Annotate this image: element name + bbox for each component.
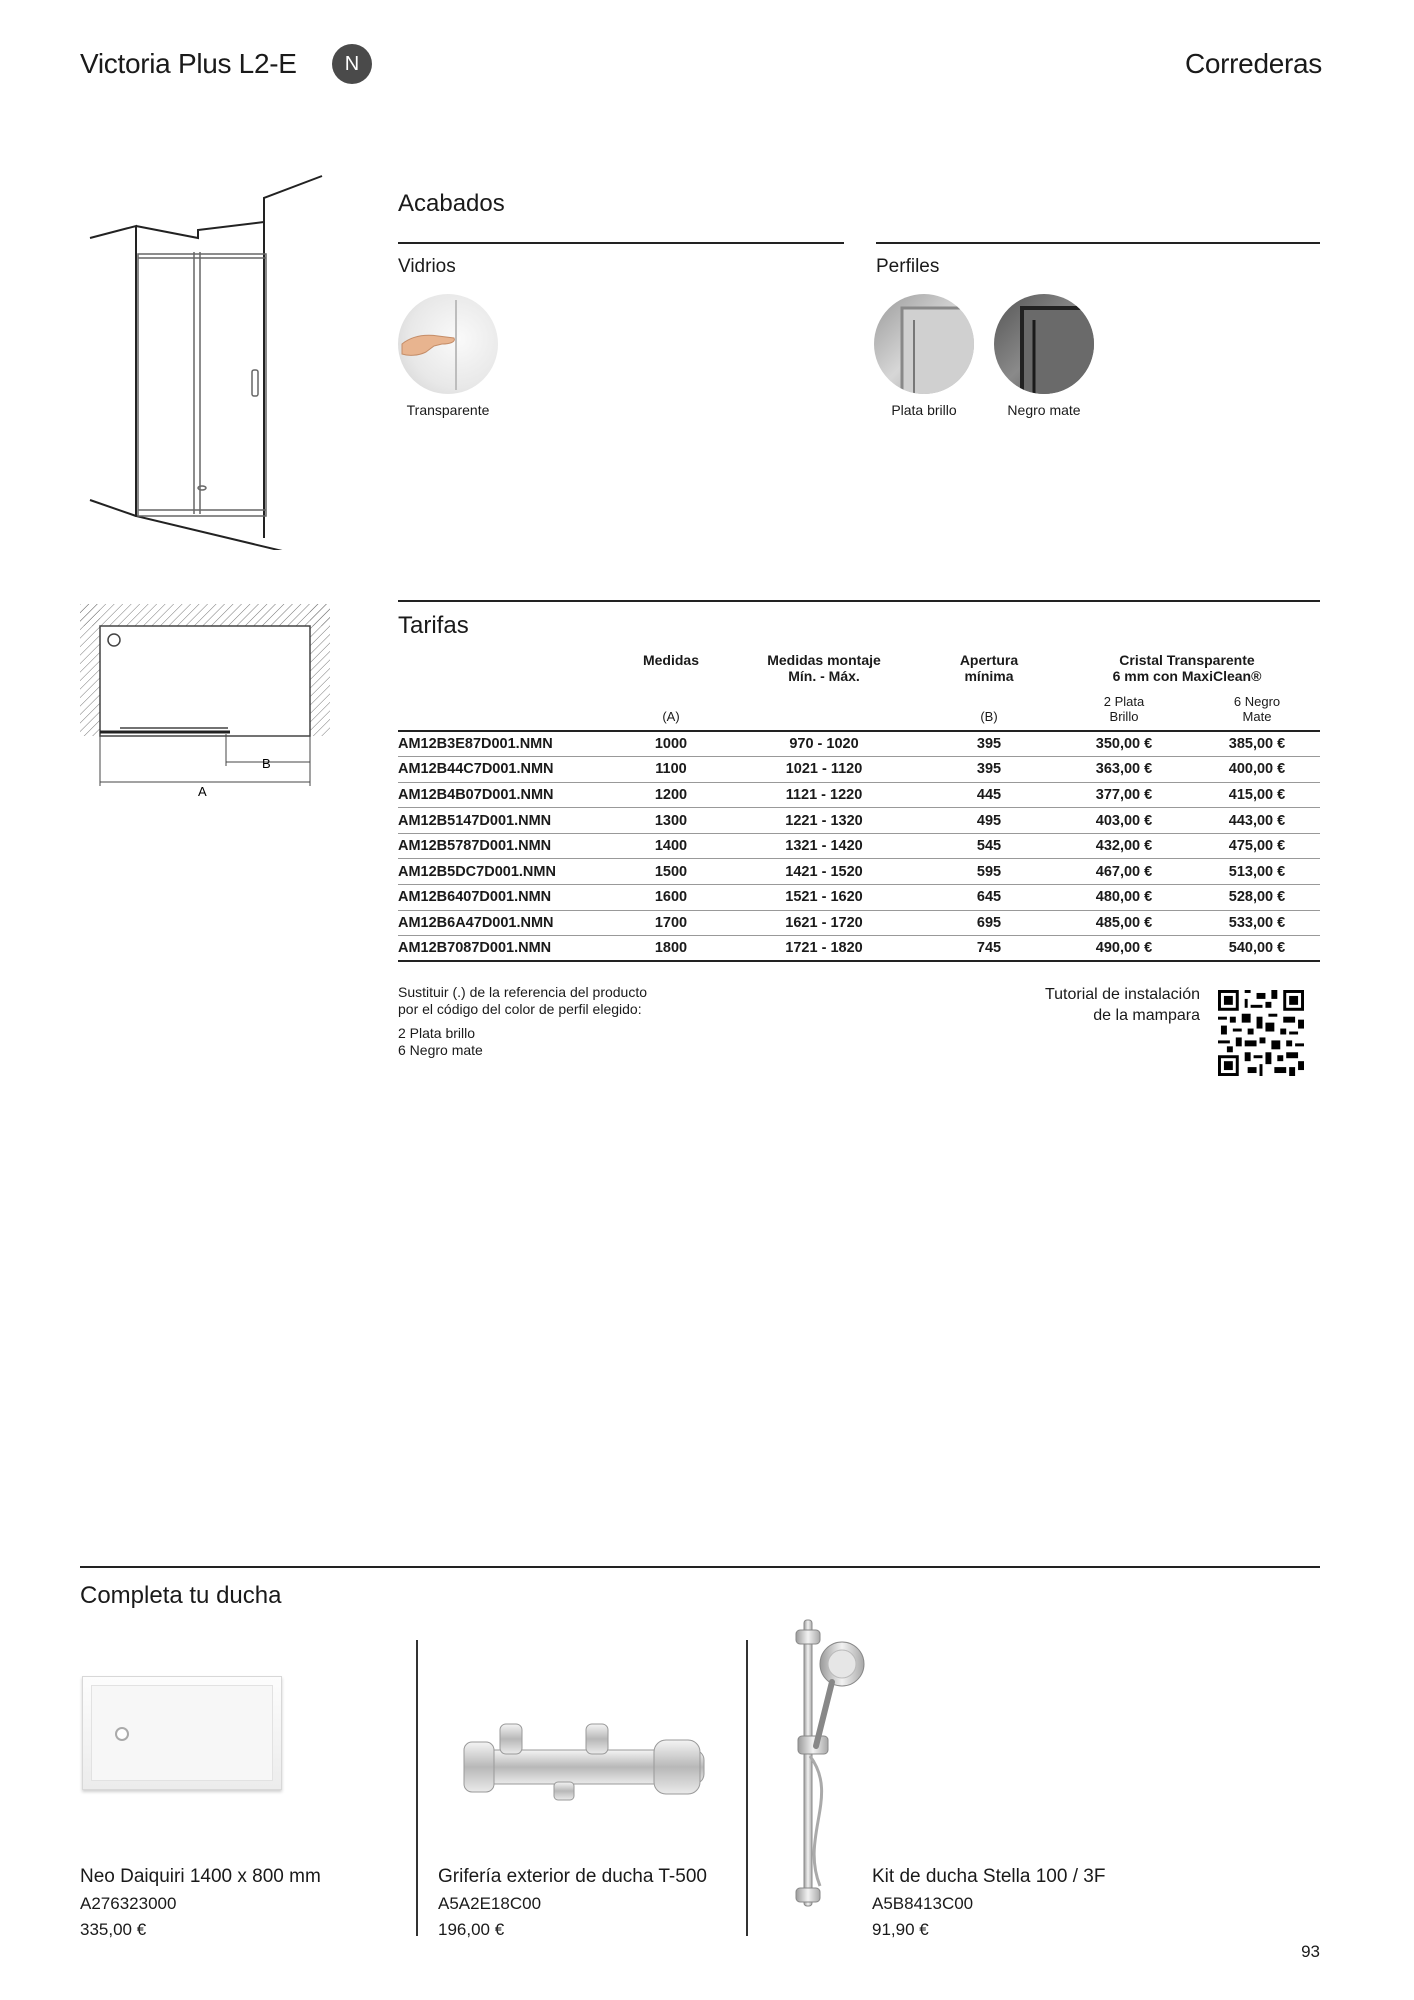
swatch-label-plata-brillo: Plata brillo — [891, 402, 957, 418]
header-apertura-unit: (B) — [924, 684, 1054, 731]
header-negro-line1: 6 Negro — [1233, 694, 1281, 709]
cell-negro: 475,00 € — [1228, 838, 1286, 855]
cell-negro: 528,00 € — [1228, 889, 1286, 906]
cell-apertura: 395 — [976, 761, 1002, 778]
tarifas-title: Tarifas — [398, 612, 469, 639]
cell-apertura: 645 — [976, 889, 1002, 906]
cell-medida: 1200 — [654, 786, 688, 803]
cell-apertura: 745 — [976, 940, 1002, 957]
cell-negro: 400,00 € — [1228, 761, 1286, 778]
cell-plata: 363,00 € — [1095, 761, 1153, 778]
plan-diagram — [80, 604, 336, 804]
completa-rule — [80, 1566, 1320, 1568]
table-row — [398, 731, 1320, 757]
note-line-2: por el código del color de perfil elegido: — [398, 1001, 642, 1017]
cell-ref: AM12B5787D001.NMN — [398, 838, 552, 855]
table-row — [398, 782, 1320, 808]
cell-montaje: 970 - 1020 — [789, 736, 859, 753]
cell-plata: 467,00 € — [1095, 863, 1153, 880]
cell-medida: 1800 — [654, 940, 688, 957]
cell-plata: 403,00 € — [1095, 812, 1153, 829]
header-medidas: Medidas — [642, 652, 699, 668]
product-1-name[interactable]: Neo Daiquiri 1400 x 800 mm — [80, 1866, 321, 1887]
cell-montaje: 1021 - 1120 — [785, 761, 863, 778]
table-row — [398, 808, 1320, 834]
header-montaje-line1: Medidas montaje — [767, 652, 881, 668]
header-medidas-unit: (A) — [618, 684, 724, 731]
cell-medida: 1500 — [654, 863, 688, 880]
cell-apertura: 595 — [976, 863, 1002, 880]
perfiles-title: Perfiles — [876, 256, 940, 277]
cell-negro: 540,00 € — [1228, 940, 1286, 957]
cell-apertura: 545 — [976, 838, 1002, 855]
cell-ref: AM12B5147D001.NMN — [398, 812, 552, 829]
cell-plata: 377,00 € — [1095, 786, 1153, 803]
cell-negro: 443,00 € — [1228, 812, 1286, 829]
header-cristal-line1: Cristal Transparente — [1119, 652, 1255, 668]
table-row — [398, 757, 1320, 783]
cell-plata: 480,00 € — [1095, 889, 1153, 906]
cell-plata: 490,00 € — [1095, 940, 1153, 957]
cell-ref: AM12B5DC7D001.NMN — [398, 863, 556, 880]
cell-negro: 513,00 € — [1228, 863, 1286, 880]
cell-apertura: 445 — [976, 786, 1002, 803]
header-montaje-line2: Mín. - Máx. — [788, 668, 860, 684]
note-line-1: Sustituir (.) de la referencia del producto — [398, 984, 648, 1000]
cell-montaje: 1521 - 1620 — [785, 889, 863, 906]
product-divider-2 — [746, 1640, 748, 1936]
header-ref-empty — [398, 652, 618, 684]
product-3-price: 91,90 € — [872, 1920, 929, 1939]
cell-ref: AM12B6407D001.NMN — [398, 889, 552, 906]
cell-ref: AM12B6A47D001.NMN — [398, 914, 554, 931]
cell-montaje: 1121 - 1220 — [785, 786, 863, 803]
product-2-code: A5A2E18C00 — [438, 1894, 542, 1913]
profile-silver-icon — [874, 294, 974, 394]
header-montaje — [724, 652, 924, 684]
swatch-plata-brillo[interactable] — [874, 294, 974, 394]
cell-plata: 432,00 € — [1095, 838, 1153, 855]
table-row — [398, 936, 1320, 962]
page-number: 93 — [1301, 1942, 1320, 1961]
note-option-1: 2 Plata brillo — [398, 1025, 476, 1041]
cell-medida: 1000 — [654, 736, 688, 753]
tutorial-text — [1000, 984, 1200, 1026]
cell-medida: 1700 — [654, 914, 688, 931]
cell-medida: 1300 — [654, 812, 688, 829]
table-row — [398, 885, 1320, 911]
cell-montaje: 1621 - 1720 — [785, 914, 863, 931]
cell-medida: 1400 — [654, 838, 688, 855]
swatch-label-transparente: Transparente — [406, 402, 490, 418]
product-1-price: 335,00 € — [80, 1920, 147, 1939]
header-plata — [1054, 684, 1194, 731]
shower-tray-image[interactable] — [82, 1676, 282, 1790]
qr-code-icon[interactable] — [1218, 990, 1304, 1076]
cell-montaje: 1421 - 1520 — [785, 863, 863, 880]
cell-ref: AM12B7087D001.NMN — [398, 940, 552, 957]
thermostatic-mixer-image[interactable] — [454, 1714, 714, 1814]
cell-medida: 1600 — [654, 889, 688, 906]
profile-black-icon — [994, 294, 1094, 394]
product-3-code: A5B8413C00 — [872, 1894, 974, 1913]
note-option-2: 6 Negro mate — [398, 1042, 483, 1058]
product-2-price: 196,00 € — [438, 1920, 505, 1939]
tutorial-line-2: de la mampara — [1093, 1007, 1200, 1024]
table-row — [398, 859, 1320, 885]
table-row — [398, 833, 1320, 859]
cell-montaje: 1321 - 1420 — [785, 838, 863, 855]
reference-note — [398, 984, 647, 1059]
header-plata-line1: 2 Plata — [1103, 694, 1145, 709]
header-plata-line2: Brillo — [1109, 709, 1139, 724]
cell-ref: AM12B3E87D001.NMN — [398, 736, 553, 753]
header-negro-line2: Mate — [1242, 709, 1272, 724]
cell-apertura: 695 — [976, 914, 1002, 931]
hand-glass-icon — [398, 294, 498, 394]
cell-medida: 1100 — [655, 761, 687, 778]
price-table — [398, 652, 1320, 962]
cell-ref: AM12B44C7D001.NMN — [398, 761, 554, 778]
acabados-title: Acabados — [398, 190, 505, 217]
completa-title: Completa tu ducha — [80, 1582, 282, 1609]
new-badge: N — [332, 44, 372, 84]
acabados-rule-right — [876, 242, 1320, 244]
header-apertura — [924, 652, 1054, 684]
header-apertura-line1: Apertura — [959, 652, 1019, 668]
cell-plata: 350,00 € — [1095, 736, 1153, 753]
header-cristal — [1054, 652, 1320, 684]
swatch-label-negro-mate: Negro mate — [1007, 402, 1081, 418]
tutorial-line-1: Tutorial de instalación — [1044, 986, 1200, 1003]
product-title: Victoria Plus L2-E — [80, 48, 297, 79]
table-row — [398, 910, 1320, 936]
cell-negro: 385,00 € — [1228, 736, 1286, 753]
cell-montaje: 1721 - 1820 — [785, 940, 863, 957]
dimension-a-label: A — [198, 784, 207, 799]
cell-apertura: 495 — [976, 812, 1002, 829]
product-2-name[interactable]: Grifería exterior de ducha T-500 — [438, 1866, 707, 1887]
acabados-rule-left — [398, 242, 844, 244]
cell-montaje: 1221 - 1320 — [785, 812, 863, 829]
cell-ref: AM12B4B07D001.NMN — [398, 786, 554, 803]
product-3-name[interactable]: Kit de ducha Stella 100 / 3F — [872, 1866, 1106, 1887]
cell-plata: 485,00 € — [1095, 914, 1153, 931]
dimension-b-label: B — [262, 756, 271, 771]
category-title: Correderas — [1184, 48, 1322, 79]
header-cristal-line2: 6 mm con MaxiClean® — [1112, 668, 1262, 684]
product-divider-1 — [416, 1640, 418, 1936]
cell-apertura: 395 — [976, 736, 1002, 753]
product-1-code: A276323000 — [80, 1894, 177, 1913]
shower-screen-drawing — [86, 170, 326, 550]
cell-negro: 533,00 € — [1228, 914, 1286, 931]
header-negro — [1194, 684, 1320, 731]
vidrios-title: Vidrios — [398, 256, 456, 277]
header-apertura-line2: mínima — [964, 668, 1014, 684]
cell-negro: 415,00 € — [1228, 786, 1286, 803]
tarifas-rule — [398, 600, 1320, 602]
swatch-transparente[interactable] — [398, 294, 498, 394]
swatch-negro-mate[interactable] — [994, 294, 1094, 394]
